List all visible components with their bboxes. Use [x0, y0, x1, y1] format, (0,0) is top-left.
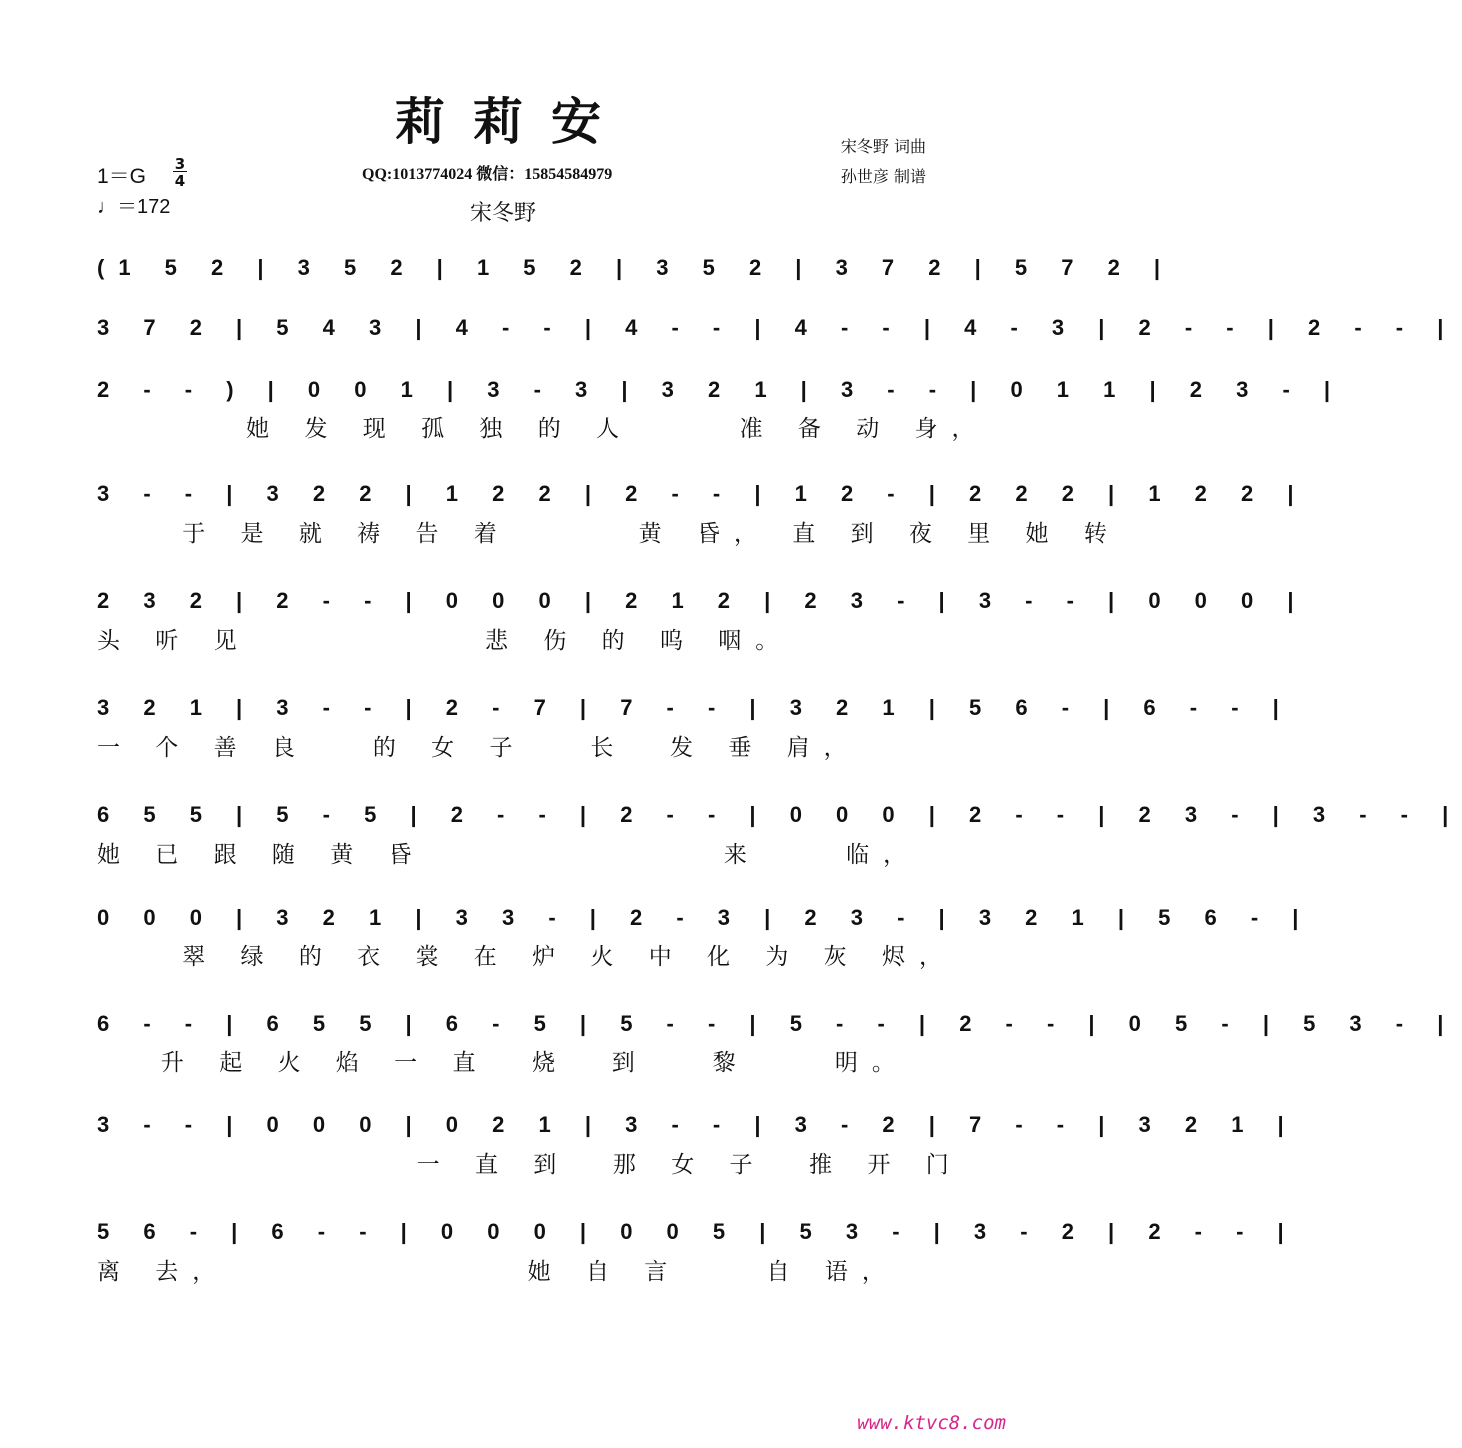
lyrics-line: 她 发 现 孤 独 的 人 准 备 动 身，	[97, 416, 989, 442]
notation-line: 2 - - ) | 0 0 1 | 3 - 3 | 3 2 1 | 3 - - | 0 1 1 | 2 3 - |	[97, 377, 1345, 402]
time-signature-denominator: 4	[174, 172, 186, 190]
notation-line: 0 0 0 | 3 2 1 | 3 3 - | 2 - 3 | 2 3 - | 3 2 1 | 5 6 - |	[97, 905, 1313, 930]
credits	[841, 132, 926, 192]
credit-lyrics-music: 宋冬野 词曲	[840, 137, 926, 156]
contact-info: QQ:1013774024 微信：15854584979	[362, 166, 613, 183]
key-signature: 1＝G	[97, 165, 147, 188]
notation-line: 3 - - | 3 2 2 | 1 2 2 | 2 - - | 1 2 - | 2 2 2 | 1 2 2 |	[97, 481, 1308, 506]
lyrics-line: 离 去， 她 自 言 自 语，	[97, 1259, 899, 1285]
tempo-marking: ♩＝172	[97, 196, 171, 218]
notation-line: 3 7 2 | 5 4 3 | 4 - - | 4 - - | 4 - - | 4 - 3 | 2 - - | 2 - - |	[97, 315, 1458, 340]
lyrics-line: 一 个 善 良 的 女 子 长 发 垂 肩，	[97, 735, 861, 761]
notation-line: 3 2 1 | 3 - - | 2 - 7 | 7 - - | 3 2 1 | 5 6 - | 6 - - |	[97, 695, 1293, 720]
lyrics-line: 于 是 就 祷 告 着 黄 昏， 直 到 夜 里 她 转	[97, 521, 1121, 547]
notation-line: 5 6 - | 6 - - | 0 0 0 | 0 0 5 | 5 3 - | 3 - 2 | 2 - - |	[97, 1219, 1298, 1244]
singer: 宋冬野	[470, 201, 537, 226]
watermark: www.ktvc8.com	[857, 1412, 1006, 1434]
credit-score: 孙世彦 制谱	[840, 167, 926, 186]
lyrics-line: 翠 绿 的 衣 裳 在 炉 火 中 化 为 灰 烬，	[97, 944, 956, 970]
notation-line: 3 - - | 0 0 0 | 0 2 1 | 3 - - | 3 - 2 | 7 - - | 3 2 1 |	[97, 1112, 1298, 1137]
notation-line: (1 5 2 | 3 5 2 | 1 5 2 | 3 5 2 | 3 7 2 | 5 7 2 |	[97, 255, 1175, 280]
lyrics-line: 一 直 到 那 女 子 推 开 门	[97, 1152, 963, 1178]
lyrics-line: 升 起 火 焰 一 直 烧 到 黎 明。	[97, 1050, 909, 1076]
notation-line: 2 3 2 | 2 - - | 0 0 0 | 2 1 2 | 2 3 - | 3 - - | 0 0 0 |	[97, 588, 1308, 613]
notation-line: 6 - - | 6 5 5 | 6 - 5 | 5 - - | 5 - - | 2 - - | 0 5 - | 5 3 - |	[97, 1011, 1458, 1036]
lyrics-line: 头 听 见 悲 伤 的 呜 咽。	[97, 628, 793, 654]
song-title: 莉莉安	[395, 92, 629, 151]
lyrics-line: 她 已 跟 随 黄 昏 来 临，	[97, 842, 921, 868]
time-signature-numerator: 3	[174, 155, 186, 173]
notation-line: 6 5 5 | 5 - 5 | 2 - - | 2 - - | 0 0 0 | 2 - - | 2 3 - | 3 - - |	[97, 802, 1462, 827]
